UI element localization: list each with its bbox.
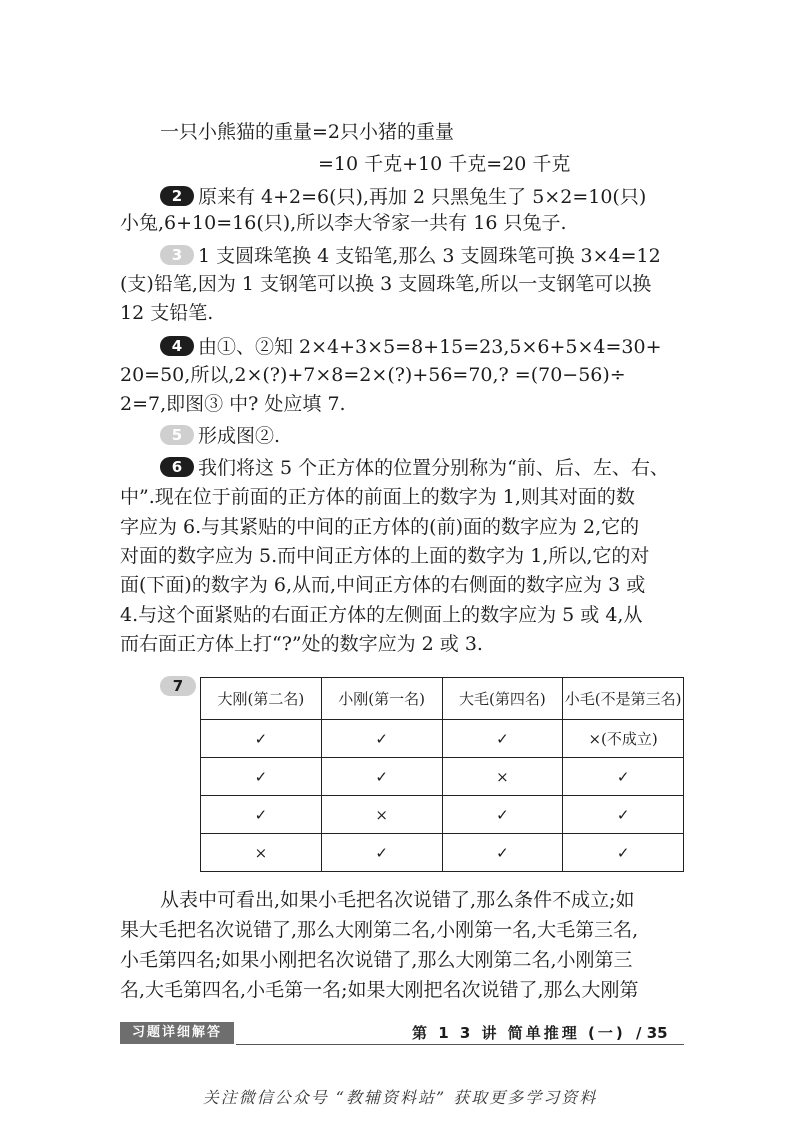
- answer-number-badge: 7: [160, 676, 196, 696]
- text-line: 12 支铅笔.: [120, 302, 214, 324]
- ranking-table: [200, 677, 684, 872]
- table-cell: ×: [201, 834, 322, 872]
- table-row: [201, 796, 684, 834]
- section-tag: 习题详细解答: [120, 1022, 234, 1044]
- text-line: 小兔,6+10=16(只),所以李大爷家一共有 16 只兔子.: [120, 212, 567, 234]
- text-line: 20=50,所以,2×(?)+7×8=2×(?)+56=70,? =(70−56)÷: [120, 364, 626, 386]
- answer-number-badge: 6: [160, 457, 194, 477]
- text-line: [160, 456, 669, 480]
- table-cell: ✓: [201, 796, 322, 834]
- table-cell: ✓: [201, 758, 322, 796]
- table-cell: ✓: [321, 834, 442, 872]
- table-cell: ×(不成立): [563, 720, 684, 758]
- table-cell: ✓: [321, 720, 442, 758]
- table-header-row: [201, 678, 684, 720]
- table-row: [201, 834, 684, 872]
- table-cell: ✓: [321, 758, 442, 796]
- text-line: 从表中可看出,如果小毛把名次说错了,那么条件不成立;如: [160, 889, 635, 911]
- answer-number-badge: 4: [160, 336, 194, 356]
- table-header-cell: 小毛(不是第三名): [563, 678, 684, 720]
- table-cell: ✓: [442, 796, 563, 834]
- table-header-cell: 小刚(第一名): [321, 678, 442, 720]
- text-line: 中”.现在位于前面的正方体的前面上的数字为 1,则其对面的数: [120, 486, 635, 508]
- text-line: 名,大毛第四名,小毛第一名;如果大刚把名次说错了,那么大刚第: [120, 979, 639, 1001]
- text-span: 1 支圆珠笔换 4 支铅笔,那么 3 支圆珠笔可换 3×4=12: [198, 245, 661, 267]
- text-span: 我们将这 5 个正方体的位置分别称为“前、后、左、右、: [198, 457, 669, 479]
- table-cell: ✓: [201, 720, 322, 758]
- text-span: 由①、②知 2×4+3×5=8+15=23,5×6+5×4=30+: [198, 336, 662, 358]
- text-line: =10 千克+10 千克=20 千克: [318, 153, 571, 175]
- table-cell: ✓: [563, 834, 684, 872]
- table-cell: ✓: [442, 834, 563, 872]
- text-line: 2=7,即图③ 中? 处应填 7.: [120, 393, 346, 415]
- table-row: [201, 720, 684, 758]
- table-header-cell: 大毛(第四名): [442, 678, 563, 720]
- text-span: 原来有 4+2=6(只),再加 2 只黑兔生了 5×2=10(只): [198, 186, 647, 208]
- table-cell: ✓: [563, 758, 684, 796]
- text-line: 对面的数字应为 5.而中间正方体的上面的数字为 1,所以,它的对: [120, 545, 650, 567]
- text-span: 形成图②.: [198, 425, 281, 447]
- text-line: 面(下面)的数字为 6,从而,中间正方体的右侧面的数字应为 3 或: [120, 574, 646, 596]
- footer-divider: [236, 1044, 684, 1045]
- table-row: [201, 758, 684, 796]
- text-line: 果大毛把名次说错了,那么大刚第二名,小刚第一名,大毛第三名,: [120, 919, 639, 941]
- text-line: 字应为 6.与其紧贴的中间的正方体的(前)面的数字应为 2,它的: [120, 516, 640, 538]
- text-line: 一只小熊猫的重量=2只小猪的重量: [160, 121, 455, 143]
- text-line: (支)铅笔,因为 1 支钢笔可以换 3 支圆珠笔,所以一支钢笔可以换: [120, 273, 652, 295]
- table-header-cell: 大刚(第二名): [201, 678, 322, 720]
- table-cell: ×: [442, 758, 563, 796]
- text-line: 而右面正方体上打“?”处的数字应为 2 或 3.: [120, 633, 483, 655]
- chapter-title: 第 1 3 讲 简单推理 (一): [412, 1024, 626, 1042]
- answer-number-badge: 5: [160, 425, 194, 445]
- text-line: 4.与这个面紧贴的右面正方体的左侧面上的数字应为 5 或 4,从: [120, 604, 643, 626]
- page-number: / 35: [636, 1024, 668, 1042]
- table-cell: ✓: [563, 796, 684, 834]
- table-cell: ✓: [442, 720, 563, 758]
- answer-number-badge: 3: [160, 245, 194, 265]
- text-line: 小毛第四名;如果小刚把名次说错了,那么大刚第二名,小刚第三: [120, 949, 633, 971]
- text-line: [160, 424, 280, 448]
- answer-number-badge: 2: [160, 186, 194, 206]
- text-line: [160, 185, 646, 209]
- watermark-text: 关注微信公众号 “教辅资料站” 获取更多学习资料: [202, 1088, 598, 1107]
- text-line: [160, 335, 662, 359]
- text-line: [160, 244, 661, 268]
- table-cell: ×: [321, 796, 442, 834]
